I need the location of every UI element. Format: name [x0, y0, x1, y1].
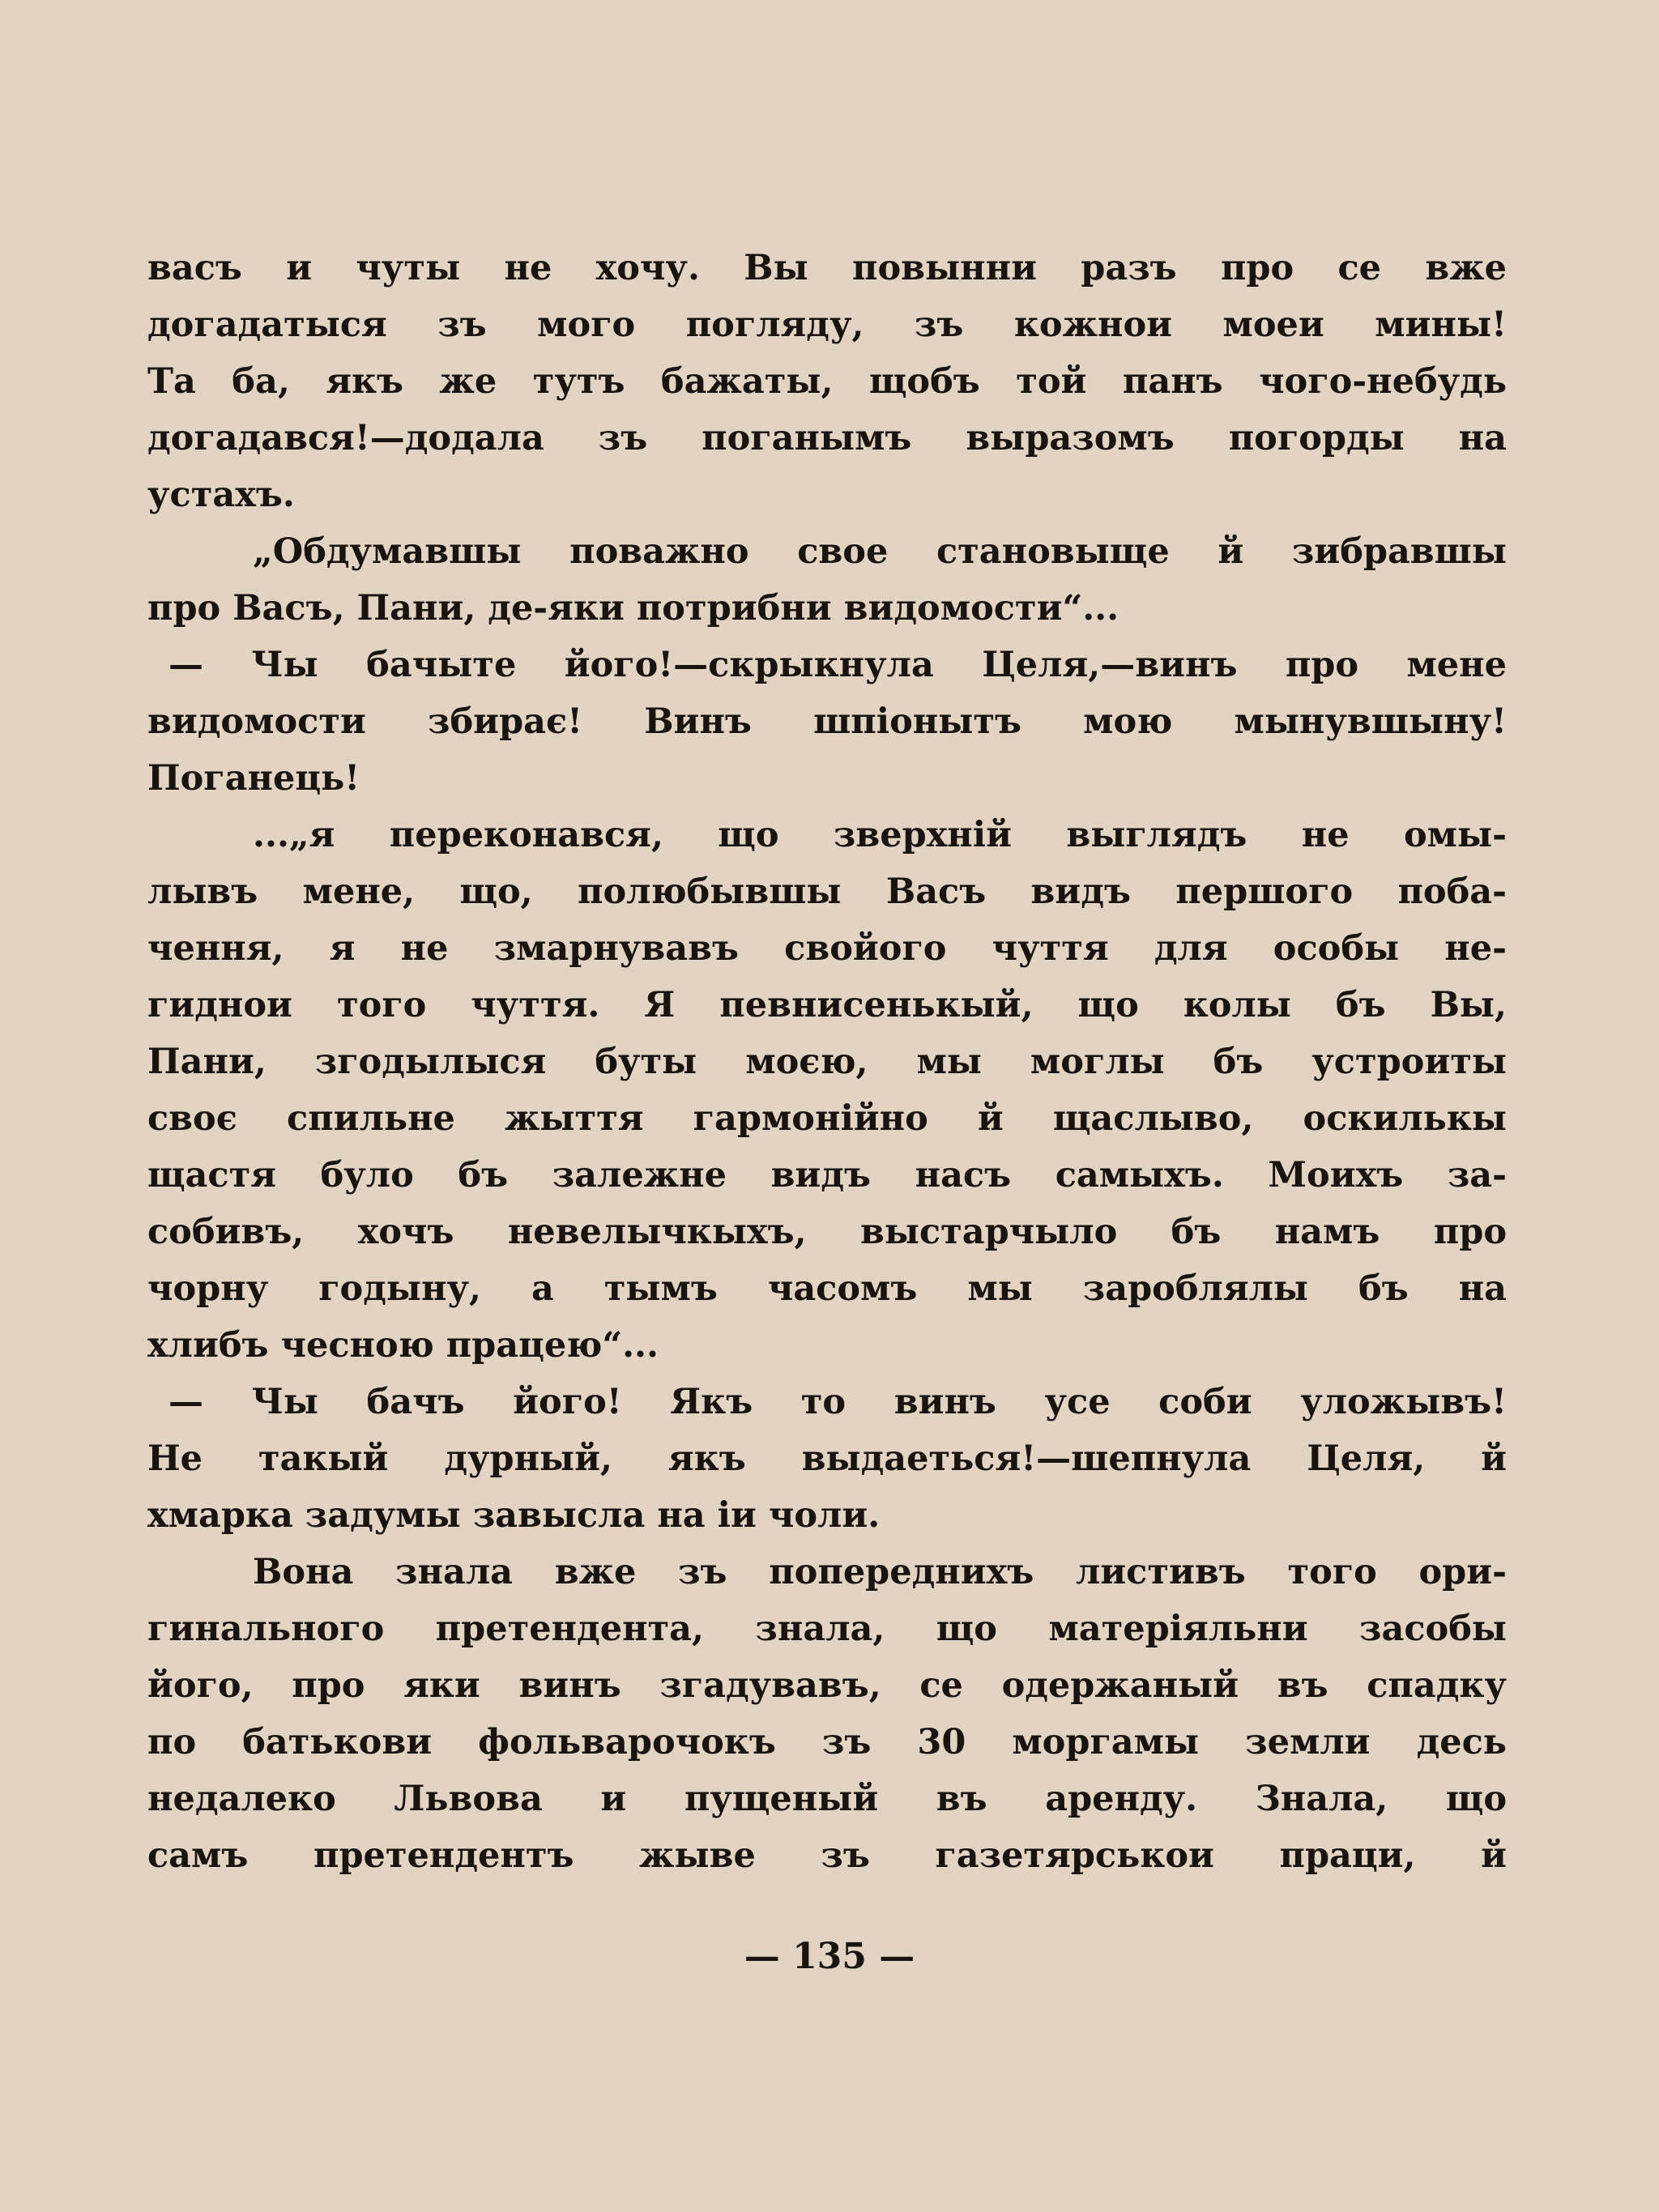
text-line: Поганець!	[147, 758, 360, 799]
text-line: „Обдумавшы поважно свое становыще й зибравшы	[253, 531, 1507, 572]
text-line: Та ба, якъ же тутъ бажаты, щобъ той панъ чого-небудь	[147, 361, 1507, 402]
page-number: — 135 —	[744, 1936, 915, 1977]
text-line: його, про яки винъ згадувавъ, се одержаный въ спадку	[147, 1665, 1507, 1706]
text-line: щастя було бъ залежне видъ насъ самыхъ. Моихъ за-	[147, 1155, 1507, 1196]
text-line: Пани, згодылыся буты моєю, мы моглы бъ устроиты	[147, 1042, 1507, 1082]
text-line: устахъ.	[147, 475, 295, 515]
text-line: хлибъ чесною працею“...	[147, 1325, 659, 1366]
text-line: собивъ, хочъ невелычкыхъ, выстарчыло бъ намъ про	[147, 1212, 1507, 1252]
text-line: про Васъ, Пани, де-яки потрибни видомости“...	[147, 588, 1120, 629]
text-line: — Чы бачъ його! Якъ то винъ усе соби уложывъ!	[168, 1382, 1507, 1422]
text-line: догадатыся зъ мого погляду, зъ кожнои моеи мины!	[147, 305, 1507, 345]
text-line: недалеко Львова и пущеный въ аренду. Знала, що	[147, 1779, 1507, 1819]
text-line: чорну годыну, а тымъ часомъ мы зароблялы бъ на	[147, 1268, 1507, 1309]
text-line: Вона знала вже зъ попереднихъ листивъ того ори-	[253, 1552, 1507, 1592]
text-line: гинального претендента, знала, що матеріяльни засобы	[147, 1609, 1507, 1649]
text-line: гиднои того чуття. Я певнисенькый, що колы бъ Вы,	[147, 985, 1507, 1025]
body-text	[147, 240, 1507, 1884]
text-line: своє спильне жыття гармонійно й щаслыво, оскилькы	[147, 1098, 1507, 1139]
text-line: — Чы бачыте його!—скрыкнула Целя,—винъ про мене	[168, 645, 1507, 685]
text-line: хмарка задумы завысла на іи чоли.	[147, 1495, 881, 1536]
text-line: по батькови фольварочокъ зъ 30 моргамы земли десь	[147, 1722, 1507, 1762]
text-line: видомости збирає! Винъ шпіонытъ мою мынувшыну!	[147, 701, 1507, 742]
text-line: догадався!—додала зъ поганымъ выразомъ погорды на	[147, 418, 1507, 458]
text-line: самъ претендентъ жыве зъ газетярськои праци, й	[147, 1835, 1507, 1876]
text-line: чення, я не змарнувавъ свойого чуття для особы не-	[147, 928, 1507, 969]
text-line: ...„я переконався, що зверхній выглядъ не омы-	[253, 815, 1507, 855]
text-line: васъ и чуты не хочу. Вы повынни разъ про се вже	[147, 248, 1507, 288]
text-line: Не такый дурный, якъ выдаеться!—шепнула Целя, й	[147, 1438, 1507, 1479]
text-line: лывъ мене, що, полюбывшы Васъ видъ першого поба-	[147, 872, 1507, 912]
